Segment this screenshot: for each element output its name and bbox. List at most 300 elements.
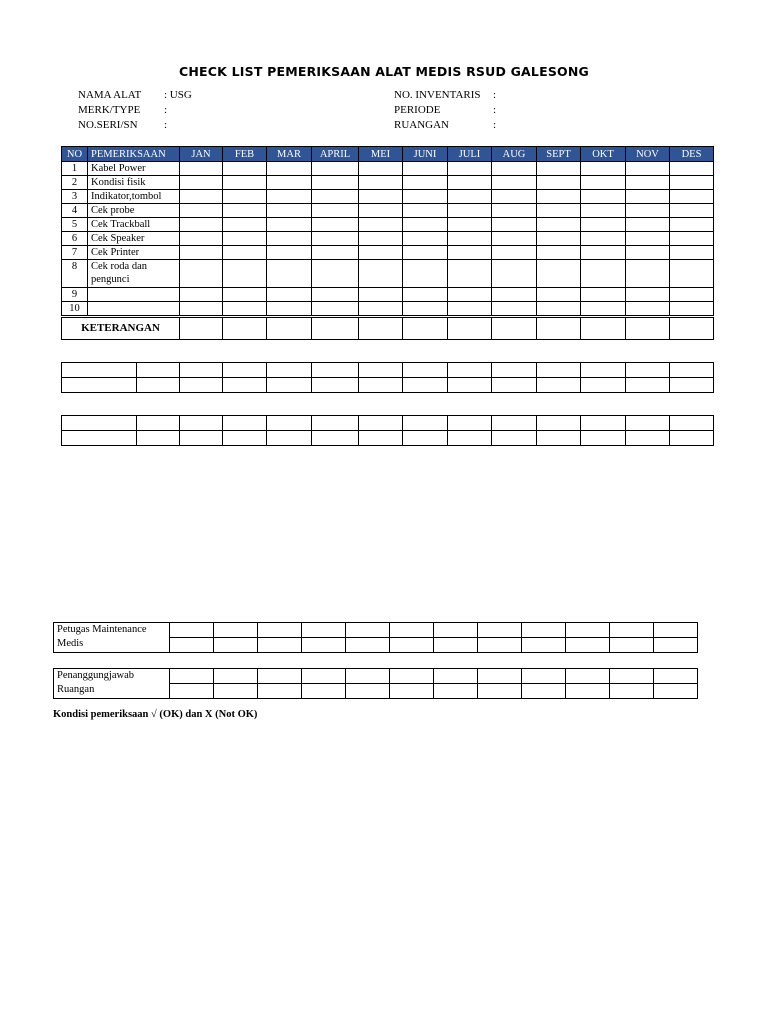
info-right [394, 88, 496, 133]
check-cell-nov[interactable] [626, 246, 670, 260]
signature-cell-juni[interactable] [390, 669, 434, 684]
check-cell-mei[interactable] [359, 260, 403, 288]
signature-cell-mei[interactable] [346, 669, 390, 684]
blank-row [62, 431, 714, 446]
info-label: RUANGAN [394, 119, 449, 131]
check-cell-feb[interactable] [223, 162, 267, 176]
legend-note: Kondisi pemeriksaan √ (OK) dan X (Not OK) [53, 709, 258, 720]
check-cell-juni[interactable] [403, 302, 448, 317]
blank-cell[interactable] [581, 431, 626, 446]
check-cell-aug[interactable] [492, 218, 537, 232]
check-cell-april[interactable] [312, 232, 359, 246]
row-number: 1 [62, 162, 88, 176]
check-cell-juni[interactable] [403, 176, 448, 190]
check-cell-feb[interactable] [223, 218, 267, 232]
check-cell-okt[interactable] [581, 288, 626, 302]
keterangan-cell-mar[interactable] [267, 317, 312, 340]
blank-cell[interactable] [492, 416, 537, 431]
check-cell-okt[interactable] [581, 302, 626, 317]
check-cell-juli[interactable] [448, 246, 492, 260]
check-cell-april[interactable] [312, 246, 359, 260]
blank-cell[interactable] [223, 431, 267, 446]
signature-cell-feb[interactable] [214, 669, 258, 684]
signature-cell-aug[interactable] [478, 638, 522, 653]
blank-cell[interactable] [180, 416, 223, 431]
blank-cell[interactable] [137, 363, 180, 378]
blank-cell[interactable] [359, 416, 403, 431]
keterangan-cell-okt[interactable] [581, 317, 626, 340]
check-cell-feb[interactable] [223, 288, 267, 302]
check-cell-feb[interactable] [223, 190, 267, 204]
check-cell-aug[interactable] [492, 246, 537, 260]
table-row [62, 288, 714, 302]
check-cell-april[interactable] [312, 162, 359, 176]
info-value: : [493, 104, 497, 116]
check-cell-des[interactable] [670, 218, 714, 232]
keterangan-cell-feb[interactable] [223, 317, 267, 340]
check-cell-des[interactable] [670, 176, 714, 190]
blank-cell[interactable] [62, 378, 137, 393]
check-cell-mar[interactable] [267, 176, 312, 190]
check-cell-feb[interactable] [223, 204, 267, 218]
check-cell-mar[interactable] [267, 260, 312, 288]
check-cell-sept[interactable] [537, 288, 581, 302]
signature-cell-aug[interactable] [478, 623, 522, 638]
check-cell-des[interactable] [670, 162, 714, 176]
check-cell-jan[interactable] [180, 288, 223, 302]
keterangan-cell-mei[interactable] [359, 317, 403, 340]
check-cell-sept[interactable] [537, 246, 581, 260]
signature-cell-aug[interactable] [478, 669, 522, 684]
blank-cell[interactable] [626, 363, 670, 378]
info-value: : [493, 89, 497, 101]
blank-cell[interactable] [312, 378, 359, 393]
blank-cell[interactable] [492, 378, 537, 393]
check-cell-sept[interactable] [537, 260, 581, 288]
signature-cell-jan[interactable] [170, 623, 214, 638]
signature-cell-sept[interactable] [522, 669, 566, 684]
blank-cell[interactable] [537, 378, 581, 393]
check-cell-juli[interactable] [448, 204, 492, 218]
check-cell-okt[interactable] [581, 218, 626, 232]
blank-cell[interactable] [180, 431, 223, 446]
blank-cell[interactable] [312, 363, 359, 378]
check-cell-aug[interactable] [492, 204, 537, 218]
signature-cell-mar[interactable] [258, 684, 302, 699]
col-header-juli: JULI [448, 147, 492, 162]
check-cell-des[interactable] [670, 302, 714, 317]
signature-cell-des[interactable] [654, 669, 698, 684]
check-cell-jan[interactable] [180, 204, 223, 218]
blank-cell[interactable] [359, 431, 403, 446]
signature-row [54, 623, 698, 638]
blank-row [62, 416, 714, 431]
blank-cell[interactable] [312, 431, 359, 446]
check-cell-jan[interactable] [180, 190, 223, 204]
signature-cell-nov[interactable] [610, 684, 654, 699]
blank-cell[interactable] [403, 431, 448, 446]
check-cell-sept[interactable] [537, 176, 581, 190]
check-cell-mar[interactable] [267, 232, 312, 246]
check-cell-jan[interactable] [180, 162, 223, 176]
signature-cell-jan[interactable] [170, 669, 214, 684]
check-cell-sept[interactable] [537, 218, 581, 232]
signature-cell-feb[interactable] [214, 623, 258, 638]
signature-cell-juni[interactable] [390, 623, 434, 638]
table-row [62, 232, 714, 246]
signature-cell-mei[interactable] [346, 638, 390, 653]
check-cell-april[interactable] [312, 190, 359, 204]
check-cell-sept[interactable] [537, 302, 581, 317]
signature-cell-okt[interactable] [566, 638, 610, 653]
blank-cell[interactable] [359, 363, 403, 378]
check-cell-aug[interactable] [492, 176, 537, 190]
blank-cell[interactable] [626, 378, 670, 393]
check-cell-sept[interactable] [537, 204, 581, 218]
row-number: 3 [62, 190, 88, 204]
col-header-mei: MEI [359, 147, 403, 162]
table-row [62, 260, 714, 288]
blank-cell[interactable] [670, 363, 714, 378]
check-cell-mei[interactable] [359, 204, 403, 218]
check-cell-nov[interactable] [626, 218, 670, 232]
check-cell-sept[interactable] [537, 190, 581, 204]
blank-cell[interactable] [448, 363, 492, 378]
signature-label: Petugas Maintenance Medis [54, 623, 170, 653]
check-cell-juni[interactable] [403, 288, 448, 302]
blank-cell[interactable] [62, 363, 137, 378]
check-cell-okt[interactable] [581, 204, 626, 218]
check-cell-mei[interactable] [359, 176, 403, 190]
row-number: 10 [62, 302, 88, 317]
blank-cell[interactable] [223, 416, 267, 431]
row-item [88, 302, 180, 317]
check-cell-nov[interactable] [626, 176, 670, 190]
row-number: 7 [62, 246, 88, 260]
blank-table-2 [61, 415, 714, 446]
blank-cell[interactable] [537, 431, 581, 446]
blank-cell[interactable] [137, 431, 180, 446]
info-merk-type [78, 103, 192, 118]
blank-cell[interactable] [267, 416, 312, 431]
info-no-inventaris [394, 88, 496, 103]
info-left [78, 88, 192, 133]
checklist-table [61, 146, 714, 340]
check-cell-nov[interactable] [626, 204, 670, 218]
signature-cell-nov[interactable] [610, 638, 654, 653]
col-header-jan: JAN [180, 147, 223, 162]
check-cell-nov[interactable] [626, 190, 670, 204]
blank-cell[interactable] [359, 378, 403, 393]
row-number: 2 [62, 176, 88, 190]
blank-cell[interactable] [267, 363, 312, 378]
check-cell-juli[interactable] [448, 232, 492, 246]
signature-row [54, 669, 698, 684]
blank-cell[interactable] [626, 431, 670, 446]
check-cell-jan[interactable] [180, 260, 223, 288]
check-cell-mar[interactable] [267, 162, 312, 176]
row-item [88, 288, 180, 302]
check-cell-des[interactable] [670, 260, 714, 288]
signature-label: Penanggungjawab Ruangan [54, 669, 170, 699]
info-value: : [164, 104, 168, 116]
signature-cell-feb[interactable] [214, 638, 258, 653]
keterangan-cell-april[interactable] [312, 317, 359, 340]
check-cell-mei[interactable] [359, 190, 403, 204]
check-cell-jan[interactable] [180, 246, 223, 260]
signature-cell-mar[interactable] [258, 623, 302, 638]
check-cell-juli[interactable] [448, 162, 492, 176]
signature-cell-feb[interactable] [214, 684, 258, 699]
blank-cell[interactable] [448, 378, 492, 393]
signature-cell-okt[interactable] [566, 684, 610, 699]
checklist-body [62, 162, 714, 340]
blank-cell[interactable] [62, 416, 137, 431]
blank-cell[interactable] [403, 363, 448, 378]
keterangan-cell-juli[interactable] [448, 317, 492, 340]
check-cell-mar[interactable] [267, 190, 312, 204]
check-cell-sept[interactable] [537, 232, 581, 246]
check-cell-mei[interactable] [359, 232, 403, 246]
check-cell-juli[interactable] [448, 176, 492, 190]
signature-cell-april[interactable] [302, 669, 346, 684]
keterangan-cell-sept[interactable] [537, 317, 581, 340]
check-cell-jan[interactable] [180, 218, 223, 232]
keterangan-cell-aug[interactable] [492, 317, 537, 340]
check-cell-nov[interactable] [626, 162, 670, 176]
signature-cell-aug[interactable] [478, 684, 522, 699]
blank-cell[interactable] [448, 416, 492, 431]
blank-cell[interactable] [267, 431, 312, 446]
check-cell-sept[interactable] [537, 162, 581, 176]
blank-cell[interactable] [223, 378, 267, 393]
blank-cell[interactable] [581, 378, 626, 393]
check-cell-des[interactable] [670, 246, 714, 260]
blank-cell[interactable] [670, 416, 714, 431]
blank-cell[interactable] [403, 416, 448, 431]
signature-cell-mar[interactable] [258, 669, 302, 684]
signature-cell-jan[interactable] [170, 684, 214, 699]
check-cell-mei[interactable] [359, 302, 403, 317]
check-cell-okt[interactable] [581, 232, 626, 246]
info-label: NO. INVENTARIS [394, 89, 481, 101]
signature-cell-nov[interactable] [610, 669, 654, 684]
check-cell-mar[interactable] [267, 218, 312, 232]
signature-cell-des[interactable] [654, 623, 698, 638]
signature-cell-juni[interactable] [390, 638, 434, 653]
row-item: Cek probe [88, 204, 180, 218]
col-header-mar: MAR [267, 147, 312, 162]
signature-cell-des[interactable] [654, 684, 698, 699]
check-cell-juni[interactable] [403, 162, 448, 176]
table-row [62, 204, 714, 218]
signature-cell-jan[interactable] [170, 638, 214, 653]
check-cell-aug[interactable] [492, 232, 537, 246]
row-item: Kabel Power [88, 162, 180, 176]
table-row [62, 246, 714, 260]
check-cell-april[interactable] [312, 302, 359, 317]
info-value: : USG [164, 89, 192, 101]
signature-cell-mar[interactable] [258, 638, 302, 653]
check-cell-des[interactable] [670, 204, 714, 218]
check-cell-juli[interactable] [448, 190, 492, 204]
row-item: Cek roda dan pengunci [88, 260, 180, 288]
check-cell-juni[interactable] [403, 204, 448, 218]
check-cell-mei[interactable] [359, 162, 403, 176]
info-nama-alat [78, 88, 192, 103]
col-header-aug: AUG [492, 147, 537, 162]
signature-cell-april[interactable] [302, 638, 346, 653]
check-cell-april[interactable] [312, 288, 359, 302]
check-cell-aug[interactable] [492, 288, 537, 302]
signature-cell-juni[interactable] [390, 684, 434, 699]
row-item: Indikator,tombol [88, 190, 180, 204]
header-row [62, 147, 714, 162]
keterangan-cell-nov[interactable] [626, 317, 670, 340]
blank-cell[interactable] [537, 416, 581, 431]
table-row [62, 302, 714, 317]
check-cell-okt[interactable] [581, 176, 626, 190]
blank-cell[interactable] [62, 431, 137, 446]
signature-cell-april[interactable] [302, 684, 346, 699]
info-ruangan [394, 118, 496, 133]
check-cell-aug[interactable] [492, 302, 537, 317]
blank-cell[interactable] [581, 363, 626, 378]
blank-cell[interactable] [670, 378, 714, 393]
row-item: Cek Speaker [88, 232, 180, 246]
signature-cell-okt[interactable] [566, 669, 610, 684]
check-cell-juli[interactable] [448, 218, 492, 232]
check-cell-okt[interactable] [581, 162, 626, 176]
check-cell-juni[interactable] [403, 232, 448, 246]
check-cell-feb[interactable] [223, 260, 267, 288]
blank-cell[interactable] [223, 363, 267, 378]
row-item: Cek Trackball [88, 218, 180, 232]
check-cell-feb[interactable] [223, 246, 267, 260]
signature-cell-sept[interactable] [522, 623, 566, 638]
check-cell-okt[interactable] [581, 260, 626, 288]
col-header-april: APRIL [312, 147, 359, 162]
signature-table-maintenance [53, 622, 698, 653]
col-header-pemeriksaan: PEMERIKSAAN [88, 147, 180, 162]
col-header-okt: OKT [581, 147, 626, 162]
check-cell-jan[interactable] [180, 176, 223, 190]
check-cell-juli[interactable] [448, 260, 492, 288]
check-cell-mei[interactable] [359, 246, 403, 260]
info-value: : [493, 119, 497, 131]
check-cell-mei[interactable] [359, 218, 403, 232]
row-item: Cek Printer [88, 246, 180, 260]
blank-cell[interactable] [448, 431, 492, 446]
check-cell-juli[interactable] [448, 302, 492, 317]
table-row [62, 162, 714, 176]
check-cell-des[interactable] [670, 232, 714, 246]
check-cell-okt[interactable] [581, 246, 626, 260]
blank-cell[interactable] [312, 416, 359, 431]
blank-cell[interactable] [626, 416, 670, 431]
check-cell-feb[interactable] [223, 176, 267, 190]
table-row [62, 190, 714, 204]
check-cell-nov[interactable] [626, 232, 670, 246]
info-label: PERIODE [394, 104, 441, 116]
keterangan-cell-des[interactable] [670, 317, 714, 340]
check-cell-des[interactable] [670, 190, 714, 204]
check-cell-juni[interactable] [403, 218, 448, 232]
check-cell-juli[interactable] [448, 288, 492, 302]
signature-cell-april[interactable] [302, 623, 346, 638]
blank-cell[interactable] [137, 416, 180, 431]
row-item: Kondisi fisik [88, 176, 180, 190]
check-cell-april[interactable] [312, 260, 359, 288]
info-label: NO.SERI/SN [78, 119, 138, 131]
info-label: NAMA ALAT [78, 89, 142, 101]
blank-cell[interactable] [180, 363, 223, 378]
check-cell-nov[interactable] [626, 302, 670, 317]
check-cell-jan[interactable] [180, 232, 223, 246]
check-cell-aug[interactable] [492, 162, 537, 176]
keterangan-cell-jan[interactable] [180, 317, 223, 340]
check-cell-mar[interactable] [267, 246, 312, 260]
blank-table-1 [61, 362, 714, 393]
blank-cell[interactable] [180, 378, 223, 393]
check-cell-feb[interactable] [223, 232, 267, 246]
check-cell-april[interactable] [312, 218, 359, 232]
signature-cell-sept[interactable] [522, 638, 566, 653]
blank-cell[interactable] [670, 431, 714, 446]
check-cell-april[interactable] [312, 176, 359, 190]
check-cell-april[interactable] [312, 204, 359, 218]
check-cell-mei[interactable] [359, 288, 403, 302]
signature-cell-mei[interactable] [346, 623, 390, 638]
check-cell-juni[interactable] [403, 246, 448, 260]
signature-cell-des[interactable] [654, 638, 698, 653]
keterangan-cell-juni[interactable] [403, 317, 448, 340]
check-cell-aug[interactable] [492, 190, 537, 204]
check-cell-mar[interactable] [267, 204, 312, 218]
check-cell-mar[interactable] [267, 288, 312, 302]
check-cell-okt[interactable] [581, 190, 626, 204]
check-cell-des[interactable] [670, 288, 714, 302]
info-value: : [164, 119, 168, 131]
check-cell-nov[interactable] [626, 288, 670, 302]
blank-cell[interactable] [492, 363, 537, 378]
signature-cell-okt[interactable] [566, 623, 610, 638]
check-cell-jan[interactable] [180, 302, 223, 317]
signature-cell-nov[interactable] [610, 623, 654, 638]
page-title: CHECK LIST PEMERIKSAAN ALAT MEDIS RSUD GALESONG [179, 64, 589, 79]
check-cell-juni[interactable] [403, 260, 448, 288]
check-cell-feb[interactable] [223, 302, 267, 317]
blank-cell[interactable] [137, 378, 180, 393]
signature-cell-juli[interactable] [434, 684, 478, 699]
signature-cell-mei[interactable] [346, 684, 390, 699]
col-header-sept: SEPT [537, 147, 581, 162]
blank-cell[interactable] [403, 378, 448, 393]
signature-cell-sept[interactable] [522, 684, 566, 699]
check-cell-juni[interactable] [403, 190, 448, 204]
row-number: 5 [62, 218, 88, 232]
signature-cell-juli[interactable] [434, 623, 478, 638]
blank-cell[interactable] [537, 363, 581, 378]
check-cell-mar[interactable] [267, 302, 312, 317]
signature-cell-juli[interactable] [434, 669, 478, 684]
check-cell-aug[interactable] [492, 260, 537, 288]
blank-cell[interactable] [492, 431, 537, 446]
blank-cell[interactable] [581, 416, 626, 431]
signature-cell-juli[interactable] [434, 638, 478, 653]
blank-cell[interactable] [267, 378, 312, 393]
check-cell-nov[interactable] [626, 260, 670, 288]
